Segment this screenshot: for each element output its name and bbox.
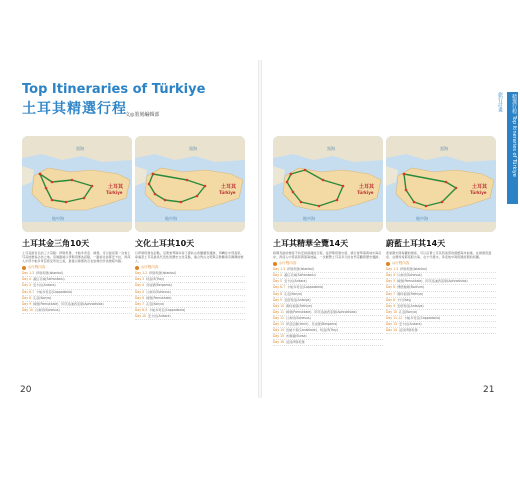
side-section-tab	[507, 92, 518, 204]
day-number: Day 7	[135, 301, 145, 306]
day-number: Day 1-3	[386, 267, 399, 272]
day-destination: 伊斯坦堡(Istanbul)	[287, 267, 315, 272]
section-title-en: Top Itineraries of Türkiye	[22, 82, 206, 97]
day-number: Day 5	[386, 279, 396, 284]
stop-marker	[148, 183, 151, 186]
stop-marker	[342, 185, 345, 188]
route-heading: ◎行程內容	[273, 261, 383, 266]
day-destination: 以弗所(Ephesus)	[146, 289, 171, 294]
itinerary-title: 土耳其金三角10天	[22, 239, 90, 248]
itinerary-column-3	[273, 238, 383, 346]
stop-marker	[455, 187, 458, 190]
stop-marker	[403, 173, 406, 176]
route-heading: ◎行程內容	[22, 265, 132, 270]
day-number: Day 9	[386, 303, 396, 308]
day-number: Day 5	[273, 279, 283, 284]
day-destination: 棉堡(Pamukkale)、阿芙洛迪西亞斯(Aphrodisias)	[33, 301, 104, 306]
stop-marker	[441, 201, 444, 204]
itinerary-title: 土耳其精華全覽14天	[273, 239, 349, 248]
day-number: Day 7	[386, 291, 396, 296]
day-item	[135, 314, 245, 320]
day-destination: 卡帕多奇亞(Cappadocia)	[149, 307, 186, 312]
day-number: Day 14	[273, 328, 285, 333]
stop-marker	[39, 173, 42, 176]
day-number: Day 12	[273, 315, 285, 320]
day-number: Day 6-7	[273, 285, 286, 290]
route-heading: ◎行程內容	[386, 261, 496, 266]
stop-marker	[322, 179, 325, 182]
route-bullet-icon	[386, 262, 390, 266]
itinerary-map-4	[386, 136, 496, 232]
stop-marker	[91, 185, 94, 188]
page-number-left: 20	[20, 385, 32, 395]
day-destination: 卡帕多奇亞(Cappadocia)	[36, 289, 73, 294]
day-destination: 返回伊斯坦堡	[399, 328, 418, 333]
south-landmass	[22, 222, 132, 232]
day-destination: 以弗所(Ephesus)	[35, 307, 60, 312]
map-country-label-en: Türkiye	[106, 190, 123, 195]
day-number: Day 8	[22, 295, 32, 300]
stop-marker	[304, 169, 307, 172]
day-number: Day 10	[273, 303, 285, 308]
day-destination: 伊茲密爾(Izmir)、貝加蒙(Bergama)	[286, 322, 338, 327]
day-number: Day 4	[386, 273, 396, 278]
route-heading: ◎行程內容	[135, 265, 245, 270]
stop-marker	[445, 181, 448, 184]
day-destination: 孔亞(Konya)	[284, 291, 303, 296]
day-destination: 安卡拉(Ankara)	[399, 322, 422, 327]
day-number: Day 1-2	[135, 271, 148, 276]
stop-marker	[45, 187, 48, 190]
map-country-label-en: Türkiye	[357, 190, 374, 195]
route-bullet-icon	[135, 266, 139, 270]
day-item	[273, 340, 383, 346]
south-landmass	[273, 222, 383, 232]
page-number-right: 21	[483, 385, 495, 395]
stop-marker	[51, 199, 54, 202]
day-destination: 布爾薩(Bursa)	[286, 334, 307, 339]
day-number: Day 11	[273, 309, 285, 314]
day-number: Day 4	[135, 283, 145, 288]
map-sea-label: 黑海	[327, 146, 335, 151]
itinerary-description: 時間充裕的旅客不妨安排兩週的行程，從伊斯坦堡出發，繞行愛琴海與地中海沿岸，再深入中部高原與黑海地區，一次飽覽土耳其多元的自然景觀與歷史遺跡。	[273, 251, 382, 260]
day-number: Day 8	[386, 297, 396, 302]
day-number: Day 16	[273, 340, 285, 345]
day-number: Day 4	[273, 273, 283, 278]
day-number: Day 9	[22, 301, 32, 306]
stop-marker	[413, 201, 416, 204]
day-destination: 安卡拉(Ankara)	[33, 283, 56, 288]
day-destination: 棉堡(Pamukkale)	[146, 295, 172, 300]
day-number: Day 9	[273, 297, 283, 302]
stop-marker	[204, 185, 207, 188]
stop-marker	[71, 179, 74, 182]
day-number: Day 10	[386, 309, 398, 314]
stop-marker	[290, 173, 293, 176]
south-landmass	[386, 222, 496, 232]
day-destination: 返回伊斯坦堡	[286, 340, 305, 345]
day-number: Day 13	[273, 322, 285, 327]
day-destination: 恰納卡萊(Çanakkale)、特洛伊(Troy)	[286, 328, 339, 333]
stop-marker	[196, 195, 199, 198]
day-destination: 卡什(Kaş)	[397, 297, 412, 302]
stop-marker	[154, 193, 157, 196]
day-destination: 安塔利亞(Antalya)	[397, 303, 424, 308]
day-destination: 博德魯姆(Bodrum)	[397, 285, 425, 290]
day-destination: 棉堡(Pamukkale)、阿芙洛迪西亞斯(Aphrodisias)	[397, 279, 468, 284]
day-number: Day 15	[273, 334, 285, 339]
day-destination: 安卡拉(Ankara)	[148, 313, 171, 318]
south-landmass	[135, 222, 245, 232]
route-bullet-icon	[273, 262, 277, 266]
day-list	[386, 267, 496, 334]
itinerary-description: 喜愛陽光與海灘的旅客，可以沿著土耳其西南部的蔚藍海岸前進，在棉堡泡溫泉、在費特希耶搭船出海、在卡什潛水，享受地中海悠閒度假的氛圍。	[386, 251, 492, 260]
map-country-label-en: Türkiye	[470, 190, 487, 195]
stop-marker	[292, 191, 295, 194]
day-number: Day 10	[22, 307, 34, 312]
stop-marker	[425, 205, 428, 208]
day-destination: 安卡拉(Ankara)	[284, 279, 307, 284]
day-item	[386, 328, 496, 334]
day-destination: 棉堡(Pamukkale)、阿芙洛迪西亞斯(Aphrodisias)	[286, 309, 357, 314]
day-number: Day 13	[386, 322, 398, 327]
day-destination: 卡帕多奇亞(Cappadocia)	[404, 315, 441, 320]
itinerary-map-1	[22, 136, 132, 232]
map-country-label-zh: 土耳其	[359, 184, 375, 190]
day-list	[22, 271, 132, 314]
day-destination: 費特希耶(Fethiye)	[397, 291, 424, 296]
day-destination: 以弗所(Ephesus)	[397, 273, 422, 278]
map-country-label-zh: 土耳其	[221, 184, 237, 190]
map-sea-label: 黑海	[440, 146, 448, 151]
credit-line: 文◎墨刻編輯部	[125, 112, 160, 118]
day-number: Day 1-3	[22, 271, 35, 276]
day-destination: 伊斯坦堡(Istanbul)	[149, 271, 177, 276]
day-number: Day 10	[135, 313, 147, 318]
stop-marker	[286, 181, 289, 184]
itinerary-description: 以伊斯坦堡為起點，沿著愛琴海岸南下探訪古希臘羅馬遺跡，再轉往中部高原，串連起土耳其最具代表性的歷史文化景點，適合對古文明與宗教藝術有興趣的旅人。	[135, 251, 244, 264]
map-sea-label: 地中海	[165, 216, 177, 221]
stop-marker	[318, 205, 321, 208]
itinerary-title: 文化土耳其10天	[135, 239, 195, 248]
day-destination: 卡帕多奇亞(Cappadocia)	[287, 285, 324, 290]
map-sea-label: 地中海	[303, 216, 315, 221]
day-destination: 孔亞(Konya)	[146, 301, 165, 306]
stop-marker	[152, 173, 155, 176]
map-country-label-zh: 土耳其	[108, 184, 124, 190]
book-gutter	[258, 60, 262, 398]
stop-marker	[164, 199, 167, 202]
day-item	[22, 308, 132, 314]
itinerary-map-3	[273, 136, 383, 232]
stop-marker	[51, 181, 54, 184]
day-number: Day 6	[135, 295, 145, 300]
day-number: Day 8-9	[135, 307, 148, 312]
day-number: Day 5	[22, 283, 32, 288]
day-destination: 番紅花城(Safranbolu)	[284, 273, 316, 278]
day-list	[135, 271, 245, 320]
stop-marker	[180, 201, 183, 204]
stop-marker	[300, 201, 303, 204]
map-sea-label: 地中海	[416, 216, 428, 221]
map-sea-label: 地中海	[52, 216, 64, 221]
itinerary-column-2	[135, 238, 245, 320]
stop-marker	[336, 199, 339, 202]
stop-marker	[405, 189, 408, 192]
map-country-label-en: Türkiye	[219, 190, 236, 195]
map-country-label-zh: 土耳其	[472, 184, 488, 190]
day-number: Day 1-3	[273, 267, 286, 272]
day-number: Day 6-7	[22, 289, 35, 294]
stop-marker	[186, 179, 189, 182]
itinerary-column-4	[386, 238, 496, 334]
day-destination: 費特希耶(Fethiye)	[286, 303, 313, 308]
day-destination: 番紅花城(Safranbolu)	[33, 277, 65, 282]
itinerary-description: 土耳其最有名的三大景點：伊斯坦堡、卡帕多奇亞、棉堡，可以說是第一次來土耳其的旅客必訪之地。這條路線以伊斯坦堡為起點，一路前往首都安卡拉，再深入中部卡帕多奇亞感受奇岩之美，最後以棉堡的石灰岩梯田作為旅程句點。	[22, 251, 131, 264]
itinerary-map-2	[135, 136, 245, 232]
map-sea-label: 黑海	[76, 146, 84, 151]
day-destination: 孔亞(Konya)	[33, 295, 52, 300]
day-number: Day 6	[386, 285, 396, 290]
day-destination: 伊斯坦堡(Istanbul)	[36, 271, 64, 276]
day-number: Day 8	[273, 291, 283, 296]
itinerary-title: 蔚藍土耳其14天	[386, 239, 446, 248]
day-number: Day 3	[135, 277, 145, 282]
side-tab-text: 精選行程 Top Itineraries of Türkiye	[511, 94, 517, 177]
day-destination: 特洛伊(Troy)	[146, 277, 165, 282]
day-number: Day 11-12	[386, 315, 403, 320]
day-destination: 安塔利亞(Antalya)	[284, 297, 311, 302]
day-number: Day 14	[386, 328, 398, 333]
stop-marker	[83, 197, 86, 200]
day-destination: 伊斯坦堡(Istanbul)	[400, 267, 428, 272]
route-bullet-icon	[22, 266, 26, 270]
day-list	[273, 267, 383, 346]
day-number: Day 4	[22, 277, 32, 282]
day-destination: 孔亞(Konya)	[399, 309, 418, 314]
day-destination: 貝加蒙(Bergama)	[146, 283, 172, 288]
day-number: Day 5	[135, 289, 145, 294]
day-destination: 以弗所(Ephesus)	[286, 315, 311, 320]
section-title-zh: 土耳其精選行程	[22, 101, 127, 117]
side-section-label: 旅行計畫	[497, 92, 503, 112]
itinerary-column-1	[22, 238, 132, 314]
map-sea-label: 黑海	[189, 146, 197, 151]
stop-marker	[65, 201, 68, 204]
